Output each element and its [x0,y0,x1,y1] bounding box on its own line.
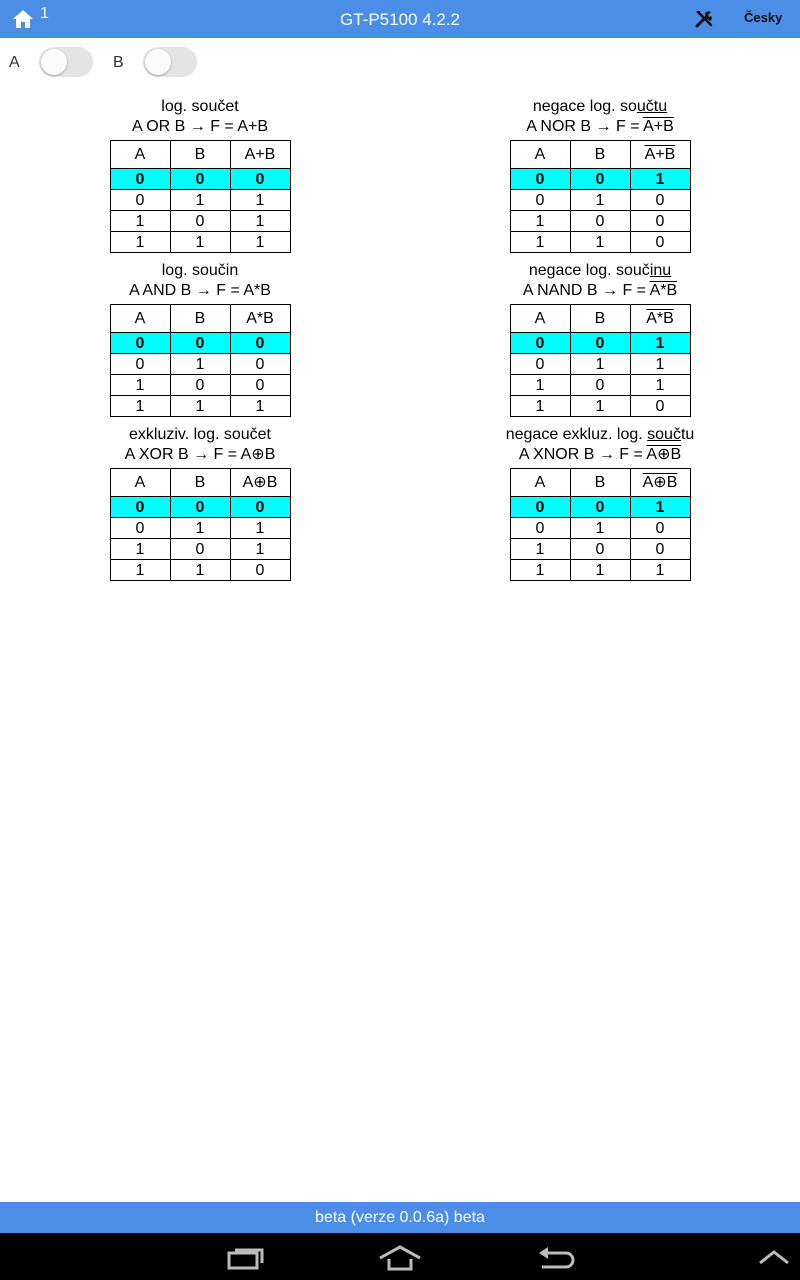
table-row [110,375,290,396]
table-row [110,190,290,211]
cell: 0 [170,211,230,232]
header-cell: B [170,469,230,497]
input-b-label: B [113,54,124,71]
cell: 0 [170,539,230,560]
table-title: negace log. součinu [528,262,672,279]
cell: 1 [230,232,290,253]
active-row [510,497,690,518]
table-row [110,560,290,581]
cell: 1 [170,354,230,375]
cell: 1 [170,396,230,417]
active-row [510,333,690,354]
system-nav-bar [0,1233,800,1280]
back-icon[interactable] [536,1245,576,1271]
cell: 1 [630,333,690,354]
active-row [110,497,290,518]
table-formula: A XOR B → F = A⊕B [124,446,276,463]
cell: 1 [570,560,630,581]
cell: 0 [170,333,230,354]
cell: 0 [570,375,630,396]
input-b-switch[interactable] [143,47,197,77]
truth-table [510,304,691,417]
header-cell: B [570,469,630,497]
cell: 0 [570,497,630,518]
cell: 0 [510,354,570,375]
truth-table [510,468,691,581]
truth-table-xor [75,425,325,581]
header-cell: A [110,141,170,169]
cell: 0 [630,539,690,560]
recent-apps-icon[interactable] [226,1245,266,1271]
cell: 1 [630,169,690,190]
cell: 0 [630,232,690,253]
cell: 0 [230,560,290,581]
counter-badge: 1 [40,5,49,22]
cell: 1 [110,560,170,581]
table-formula: A XNOR B → F = A⊕B [518,446,682,463]
table-row [110,354,290,375]
cell: 0 [630,190,690,211]
cell: 1 [630,375,690,396]
table-formula: A AND B → F = A*B [129,282,271,299]
cell: 0 [510,518,570,539]
truth-table [110,468,291,581]
header-cell: B [570,305,630,333]
cell: 0 [230,354,290,375]
cell: 0 [630,518,690,539]
cell: 1 [570,190,630,211]
language-selector[interactable]: Česky [744,10,783,25]
truth-table-xnor [475,425,725,581]
table-title: log. součin [161,262,239,279]
cell: 1 [570,396,630,417]
cell: 0 [110,354,170,375]
table-row [110,396,290,417]
cell: 1 [570,518,630,539]
cell: 0 [110,169,170,190]
active-row [510,169,690,190]
header-cell: A⊕B [630,469,690,497]
truth-table [110,304,291,417]
cell: 0 [170,169,230,190]
cell: 1 [570,232,630,253]
table-row [510,354,690,375]
cell: 0 [570,169,630,190]
cell: 1 [630,497,690,518]
cell: 0 [110,497,170,518]
tools-icon[interactable] [694,9,714,29]
cell: 1 [110,396,170,417]
truth-table [510,140,691,253]
table-row [110,539,290,560]
cell: 1 [110,375,170,396]
truth-table-or [75,97,325,253]
cell: 1 [510,539,570,560]
cell: 1 [510,211,570,232]
header-cell: B [570,141,630,169]
table-row [510,232,690,253]
header-cell: A+B [230,141,290,169]
cell: 0 [110,333,170,354]
cell: 0 [510,497,570,518]
truth-table-and [75,261,325,417]
table-formula: A NAND B → F = A*B [522,282,678,299]
cell: 1 [510,560,570,581]
table-row [110,518,290,539]
cell: 0 [230,497,290,518]
table-formula: A OR B → F = A+B [131,118,269,135]
header-cell: A [110,469,170,497]
table-row [110,211,290,232]
cell: 0 [230,169,290,190]
cell: 1 [230,211,290,232]
cell: 1 [510,375,570,396]
cell: 1 [230,539,290,560]
table-row [510,190,690,211]
active-row [110,333,290,354]
table-row [510,539,690,560]
table-row [510,396,690,417]
truth-table-nor [475,97,725,253]
cell: 0 [570,211,630,232]
table-title: exkluziv. log. součet [129,426,271,443]
cell: 0 [510,169,570,190]
header-cell: A [110,305,170,333]
input-toggles [0,46,800,80]
table-title: negace exkluz. log. součtu [505,426,695,443]
truth-table [110,140,291,253]
cell: 1 [170,518,230,539]
header-cell: B [170,305,230,333]
cell: 0 [110,518,170,539]
cell: 0 [230,375,290,396]
table-title: log. součet [161,98,239,115]
cell: 0 [630,211,690,232]
cell: 0 [510,190,570,211]
switch-knob [145,49,171,75]
table-row [510,560,690,581]
version-footer: beta (verze 0.0.6a) beta [0,1202,800,1233]
header-cell: A*B [630,305,690,333]
header-cell: A⊕B [230,469,290,497]
cell: 1 [230,396,290,417]
cell: 1 [170,232,230,253]
cell: 1 [170,190,230,211]
cell: 1 [510,232,570,253]
cell: 1 [110,211,170,232]
table-row [510,518,690,539]
cell: 1 [230,190,290,211]
cell: 0 [570,539,630,560]
cell: 1 [510,396,570,417]
cell: 1 [570,354,630,375]
input-a-switch[interactable] [39,47,93,77]
switch-knob [41,49,67,75]
cell: 0 [630,396,690,417]
table-title: negace log. součtu [532,98,668,115]
action-bar [0,0,800,38]
cell: 0 [230,333,290,354]
truth-table-nand [475,261,725,417]
active-row [110,169,290,190]
cell: 0 [510,333,570,354]
app-title: GT-P5100 4.2.2 [339,10,461,29]
chevron-up-icon[interactable] [758,1247,790,1267]
header-cell: A [510,141,570,169]
header-cell: B [170,141,230,169]
cell: 0 [170,497,230,518]
header-cell: A [510,305,570,333]
header-cell: A [510,469,570,497]
table-row [510,375,690,396]
cell: 1 [110,539,170,560]
input-a-label: A [9,54,20,71]
header-cell: A*B [230,305,290,333]
table-row [510,211,690,232]
cell: 1 [230,518,290,539]
cell: 0 [570,333,630,354]
cell: 0 [170,375,230,396]
cell: 1 [110,232,170,253]
cell: 1 [170,560,230,581]
cell: 0 [110,190,170,211]
table-formula: A NOR B → F = A+B [526,118,674,135]
header-cell: A+B [630,141,690,169]
table-row [110,232,290,253]
cell: 1 [630,354,690,375]
home-nav-icon[interactable] [377,1245,423,1271]
cell: 1 [630,560,690,581]
